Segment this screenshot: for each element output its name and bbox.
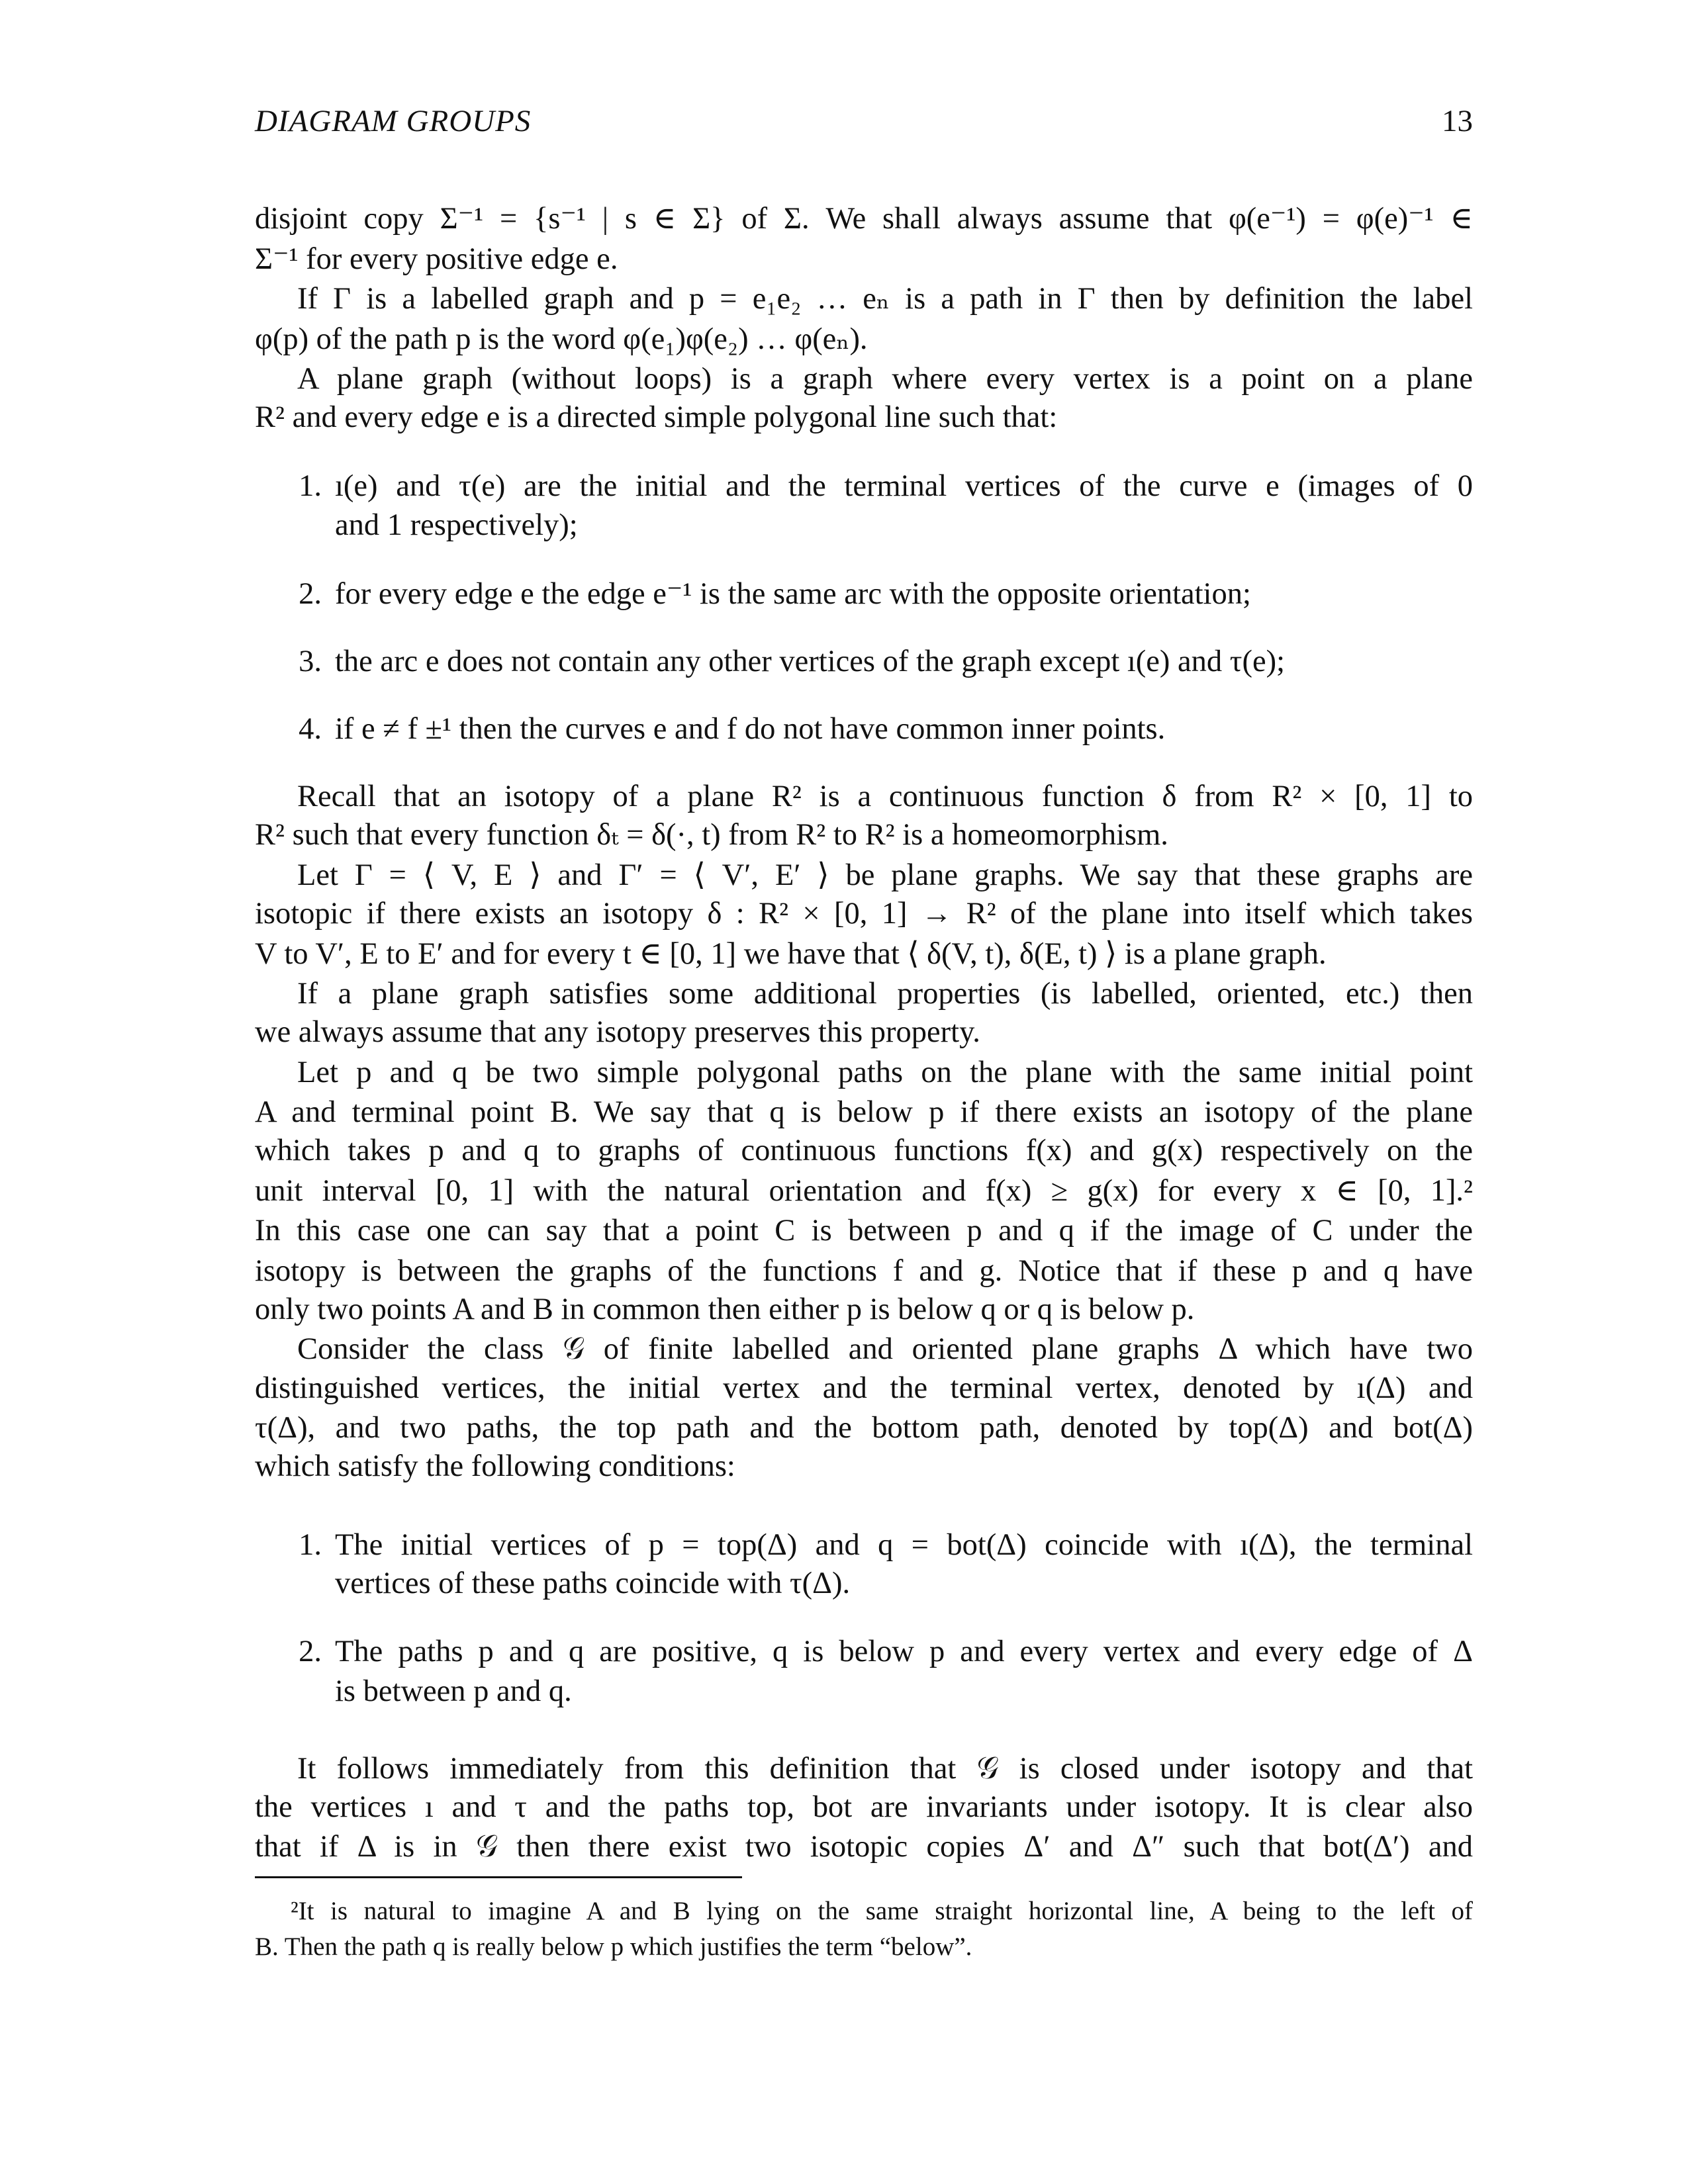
text-line: isotopy is between the graphs of the functions f and g. Notice that if these p and q have (255, 1254, 1473, 1288)
text-line: R² such that every function δₜ = δ(·, t) from R² to R² is a homeomorphism. (255, 818, 1168, 852)
footnote-rule (255, 1876, 742, 1878)
text-line: A and terminal point B. We say that q is below p if there exists an isotopy of the plane (255, 1095, 1473, 1129)
text-line: and 1 respectively); (335, 508, 578, 542)
list-number: 1. (299, 1528, 322, 1562)
text-line: that if Δ is in 𝒢 then there exist two isotopic copies Δ′ and Δ″ such that bot(Δ′) and (255, 1830, 1473, 1864)
text-line: In this case one can say that a point C is between p and q if the image of C under the (255, 1214, 1473, 1248)
text-line: It follows immediately from this definition that 𝒢 is closed under isotopy and that (297, 1752, 1473, 1786)
text-line: vertices of these paths coincide with τ(Δ). (335, 1567, 851, 1600)
list-number: 4. (299, 712, 322, 746)
running-header-title: DIAGRAM GROUPS (255, 104, 532, 138)
list-number: 3. (299, 645, 322, 678)
text-line: the arc e does not contain any other vertices of the graph except ı(e) and τ(e); (335, 645, 1286, 678)
page-number: 13 (1442, 104, 1473, 138)
text-line: ²It is natural to imagine A and B lying on the same straight horizontal line, A being to the left of (291, 1897, 1473, 1925)
text-line: which satisfy the following conditions: (255, 1449, 735, 1483)
text-line: If Γ is a labelled graph and p = e₁e₂ … eₙ is a path in Γ then by definition the label (297, 282, 1473, 316)
text-line: τ(Δ), and two paths, the top path and the bottom path, denoted by top(Δ) and bot(Δ) (255, 1411, 1473, 1445)
text-line: If a plane graph satisfies some additional properties (is labelled, oriented, etc.) then (297, 977, 1473, 1011)
text-line: A plane graph (without loops) is a graph where every vertex is a point on a plane (297, 362, 1473, 396)
text-line: Σ⁻¹ for every positive edge e. (255, 242, 618, 276)
text-line: for every edge e the edge e⁻¹ is the same arc with the opposite orientation; (335, 577, 1251, 611)
text-line: Recall that an isotopy of a plane R² is a continuous function δ from R² × [0, 1] to (297, 780, 1473, 813)
text-line: the vertices ı and τ and the paths top, bot are invariants under isotopy. It is clear also (255, 1790, 1473, 1824)
list-number: 2. (299, 577, 322, 611)
text-line: Let Γ = ⟨ V, E ⟩ and Γ′ = ⟨ V′, E′ ⟩ be plane graphs. We say that these graphs are (297, 858, 1473, 892)
text-line: distinguished vertices, the initial vertex and the terminal vertex, denoted by ı(Δ) and (255, 1371, 1473, 1405)
text-line: which takes p and q to graphs of continuous functions f(x) and g(x) respectively on the (255, 1134, 1473, 1167)
text-line: Let p and q be two simple polygonal paths on the plane with the same initial point (297, 1056, 1473, 1089)
text-line: B. Then the path q is really below p which justifies the term “below”. (255, 1933, 972, 1961)
text-line: φ(p) of the path p is the word φ(e₁)φ(e₂) … φ(eₙ). (255, 322, 868, 356)
text-line: ı(e) and τ(e) are the initial and the terminal vertices of the curve e (images of 0 (335, 469, 1473, 503)
text-line: is between p and q. (335, 1674, 572, 1708)
text-line: disjoint copy Σ⁻¹ = {s⁻¹ | s ∈ Σ} of Σ. We shall always assume that φ(e⁻¹) = φ(e)⁻¹ ∈ (255, 202, 1473, 236)
text-line: we always assume that any isotopy preserves this property. (255, 1015, 980, 1049)
text-line: Consider the class 𝒢 of finite labelled and oriented plane graphs Δ which have two (297, 1332, 1473, 1366)
text-line: if e ≠ f ±¹ then the curves e and f do not have common inner points. (335, 712, 1166, 746)
text-line: The initial vertices of p = top(Δ) and q = bot(Δ) coincide with ı(Δ), the terminal (335, 1528, 1473, 1562)
list-number: 2. (299, 1635, 322, 1668)
text-line: isotopic if there exists an isotopy δ : R² × [0, 1] → R² of the plane into itself which takes (255, 897, 1473, 931)
text-line: only two points A and B in common then either p is below q or q is below p. (255, 1293, 1195, 1326)
text-line: unit interval [0, 1] with the natural orientation and f(x) ≥ g(x) for every x ∈ [0, 1].² (255, 1174, 1473, 1208)
text-line: V to V′, E to E′ and for every t ∈ [0, 1] we have that ⟨ δ(V, t), δ(E, t) ⟩ is a plane graph. (255, 937, 1327, 971)
text-line: The paths p and q are positive, q is below p and every vertex and every edge of Δ (335, 1635, 1473, 1668)
list-number: 1. (299, 469, 322, 503)
text-line: R² and every edge e is a directed simple polygonal line such that: (255, 400, 1058, 434)
